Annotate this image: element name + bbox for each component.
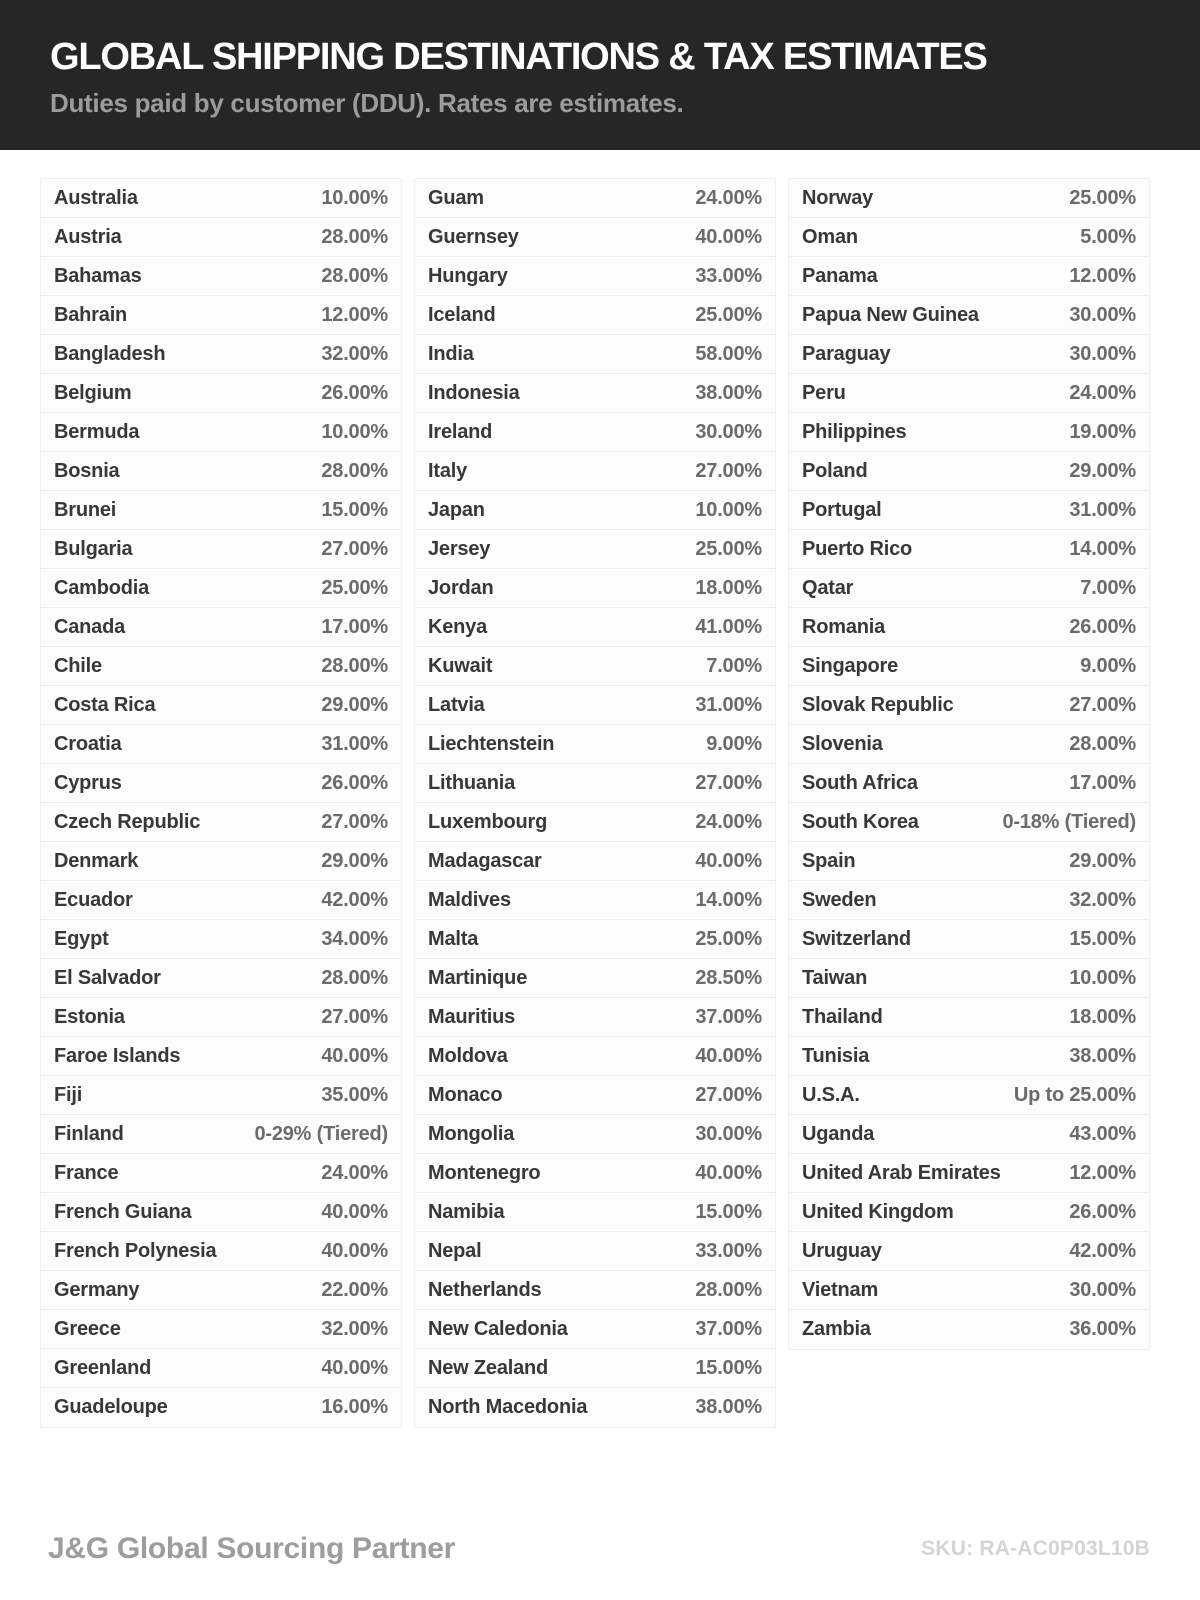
tax-rate: 27.00% — [695, 771, 762, 794]
country-name: South Africa — [802, 771, 918, 794]
tax-rate: 16.00% — [321, 1396, 388, 1418]
country-name: Thailand — [802, 1005, 883, 1028]
tax-rate: 37.00% — [695, 1317, 762, 1340]
tax-rate: 37.00% — [695, 1005, 762, 1028]
table-row — [789, 725, 1149, 764]
country-name: Taiwan — [802, 966, 868, 989]
tax-rate: 29.00% — [1069, 459, 1136, 482]
tax-rate: 0-29% (Tiered) — [254, 1122, 388, 1145]
tax-rate: 5.00% — [1080, 225, 1136, 248]
table-row — [415, 608, 775, 647]
table-row — [789, 1193, 1149, 1232]
country-name: South Korea — [802, 810, 919, 833]
country-name: Namibia — [428, 1200, 505, 1223]
table-row — [415, 452, 775, 491]
tax-rate: 10.00% — [695, 498, 762, 521]
tax-rate: 10.00% — [321, 420, 388, 443]
table-row — [415, 1310, 775, 1349]
country-name: North Macedonia — [428, 1396, 588, 1418]
tax-rate: 28.00% — [321, 459, 388, 482]
country-name: New Caledonia — [428, 1317, 568, 1340]
tax-rate: 32.00% — [321, 1317, 388, 1340]
tax-rate: 42.00% — [1069, 1239, 1136, 1262]
tax-rate: 38.00% — [1069, 1044, 1136, 1067]
page-footer — [48, 1532, 1150, 1566]
table-row — [789, 1232, 1149, 1271]
tax-rate: 36.00% — [1069, 1318, 1136, 1340]
tax-rate: 28.00% — [695, 1278, 762, 1301]
table-row — [415, 1037, 775, 1076]
tax-rate: 25.00% — [695, 303, 762, 326]
country-name: Papua New Guinea — [802, 303, 979, 326]
tax-rate: 30.00% — [1069, 342, 1136, 365]
table-row — [41, 1076, 401, 1115]
tax-rate: 30.00% — [695, 420, 762, 443]
tax-rate: 25.00% — [321, 576, 388, 599]
tax-rate: 18.00% — [1069, 1005, 1136, 1028]
table-row — [415, 686, 775, 725]
tax-rate: 26.00% — [1069, 1200, 1136, 1223]
table-row — [415, 842, 775, 881]
tax-rate: 40.00% — [695, 849, 762, 872]
table-row — [789, 959, 1149, 998]
country-name: Ireland — [428, 420, 493, 443]
country-name: Martinique — [428, 966, 528, 989]
page-header — [0, 0, 1200, 150]
country-name: Cyprus — [54, 771, 122, 794]
country-name: Fiji — [54, 1083, 83, 1106]
country-name: United Arab Emirates — [802, 1161, 1001, 1184]
page-subtitle: Duties paid by customer (DDU). Rates are estimates. — [50, 88, 684, 118]
table-row — [41, 881, 401, 920]
tax-rate: 58.00% — [695, 342, 762, 365]
tax-rate: 35.00% — [321, 1083, 388, 1106]
table-row — [789, 803, 1149, 842]
tax-rate: 29.00% — [321, 849, 388, 872]
table-row — [415, 335, 775, 374]
tax-rate: 25.00% — [1069, 186, 1136, 209]
country-name: Uruguay — [802, 1239, 882, 1262]
tax-rate: 15.00% — [321, 498, 388, 521]
country-name: Montenegro — [428, 1161, 541, 1184]
country-name: Faroe Islands — [54, 1044, 181, 1067]
tax-rate: 10.00% — [1069, 966, 1136, 989]
table-row — [415, 1271, 775, 1310]
tax-rate: 15.00% — [1069, 927, 1136, 950]
tax-rate: 12.00% — [321, 303, 388, 326]
tax-rate: 9.00% — [706, 732, 762, 755]
country-name: Denmark — [54, 849, 139, 872]
table-row — [789, 1037, 1149, 1076]
country-name: Kuwait — [428, 654, 493, 677]
country-name: Tunisia — [802, 1044, 870, 1067]
table-row — [41, 920, 401, 959]
table-row — [415, 881, 775, 920]
tax-rate: 25.00% — [695, 927, 762, 950]
country-name: Guadeloupe — [54, 1396, 168, 1418]
country-name: Costa Rica — [54, 693, 156, 716]
country-name: Bahamas — [54, 264, 142, 287]
country-name: Madagascar — [428, 849, 542, 872]
table-row — [415, 1388, 775, 1427]
country-name: Liechtenstein — [428, 732, 555, 755]
tax-rate: Up to 25.00% — [1013, 1083, 1136, 1106]
table-row — [415, 296, 775, 335]
tax-rate: 42.00% — [321, 888, 388, 911]
table-row — [41, 1388, 401, 1427]
table-row — [41, 959, 401, 998]
country-name: France — [54, 1161, 119, 1184]
table-row — [41, 842, 401, 881]
country-name: Norway — [802, 186, 874, 209]
country-name: Panama — [802, 264, 878, 287]
tax-rate: 30.00% — [1069, 303, 1136, 326]
tax-rate: 40.00% — [695, 1044, 762, 1067]
table-row — [41, 764, 401, 803]
table-row — [789, 1271, 1149, 1310]
tax-rate: 28.00% — [1069, 732, 1136, 755]
page-title: GLOBAL SHIPPING DESTINATIONS & TAX ESTIMATES — [50, 36, 987, 78]
country-name: Guam — [428, 186, 484, 209]
country-name: Czech Republic — [54, 810, 201, 833]
tax-rate: 40.00% — [695, 1161, 762, 1184]
table-row — [789, 764, 1149, 803]
table-row — [415, 413, 775, 452]
country-name: Uganda — [802, 1122, 875, 1145]
tax-rate: 40.00% — [321, 1200, 388, 1223]
table-row — [41, 1271, 401, 1310]
table-row — [415, 764, 775, 803]
country-name: Qatar — [802, 576, 854, 599]
tax-rate: 27.00% — [321, 537, 388, 560]
country-name: Oman — [802, 225, 858, 248]
table-row — [415, 1193, 775, 1232]
country-name: Estonia — [54, 1005, 125, 1028]
tax-rate: 41.00% — [695, 615, 762, 638]
table-row — [789, 920, 1149, 959]
tax-rate: 28.00% — [321, 264, 388, 287]
table-row — [41, 1115, 401, 1154]
tax-rate: 24.00% — [321, 1161, 388, 1184]
table-row — [41, 1349, 401, 1388]
country-name: Slovenia — [802, 732, 883, 755]
country-name: Bahrain — [54, 303, 128, 326]
tax-rate: 33.00% — [695, 1239, 762, 1262]
country-name: Jersey — [428, 537, 491, 560]
country-name: Ecuador — [54, 888, 133, 911]
table-row — [415, 647, 775, 686]
table-row — [415, 257, 775, 296]
brand-name: J&G Global Sourcing Partner — [48, 1532, 455, 1565]
tax-rate: 12.00% — [1069, 264, 1136, 287]
table-row — [789, 257, 1149, 296]
country-name: Poland — [802, 459, 868, 482]
tax-rate: 30.00% — [1069, 1278, 1136, 1301]
country-name: Jordan — [428, 576, 494, 599]
country-name: Romania — [802, 615, 886, 638]
tax-rate: 28.00% — [321, 966, 388, 989]
country-name: Australia — [54, 186, 138, 209]
tax-rate: 27.00% — [695, 1083, 762, 1106]
country-name: Germany — [54, 1278, 140, 1301]
table-row — [41, 218, 401, 257]
table-row — [415, 959, 775, 998]
tax-rate: 38.00% — [695, 1396, 762, 1418]
country-name: Indonesia — [428, 381, 520, 404]
table-row — [41, 608, 401, 647]
country-name: Lithuania — [428, 771, 516, 794]
table-row — [415, 491, 775, 530]
country-name: Egypt — [54, 927, 109, 950]
tax-rate: 28.00% — [321, 225, 388, 248]
table-row — [415, 725, 775, 764]
country-name: Mongolia — [428, 1122, 515, 1145]
tax-rate: 32.00% — [321, 342, 388, 365]
tax-rate: 29.00% — [321, 693, 388, 716]
country-name: Moldova — [428, 1044, 508, 1067]
table-row — [789, 1154, 1149, 1193]
table-row — [789, 413, 1149, 452]
tax-rate: 40.00% — [695, 225, 762, 248]
table-row — [41, 374, 401, 413]
sku-label: SKU: RA-AC0P03L10B — [921, 1537, 1150, 1560]
table-row — [415, 569, 775, 608]
tax-rate: 12.00% — [1069, 1161, 1136, 1184]
table-row — [789, 998, 1149, 1037]
tax-rate: 10.00% — [321, 186, 388, 209]
table-row — [415, 1349, 775, 1388]
country-name: Kenya — [428, 615, 488, 638]
tax-rate: 29.00% — [1069, 849, 1136, 872]
table-row — [415, 1115, 775, 1154]
country-name: Mauritius — [428, 1005, 516, 1028]
country-name: Austria — [54, 225, 122, 248]
country-name: United Kingdom — [802, 1200, 954, 1223]
country-name: Iceland — [428, 303, 496, 326]
country-name: Luxembourg — [428, 810, 548, 833]
country-name: Italy — [428, 459, 468, 482]
country-name: Philippines — [802, 420, 907, 443]
country-name: Cambodia — [54, 576, 150, 599]
table-row — [41, 335, 401, 374]
country-name: Brunei — [54, 498, 117, 521]
table-row — [415, 374, 775, 413]
table-row — [415, 998, 775, 1037]
country-name: Nepal — [428, 1239, 482, 1262]
tax-rate: 24.00% — [1069, 381, 1136, 404]
table-row — [415, 920, 775, 959]
table-row — [789, 842, 1149, 881]
tax-rate: 18.00% — [695, 576, 762, 599]
table-row — [789, 647, 1149, 686]
tax-rate: 33.00% — [695, 264, 762, 287]
tax-rate: 17.00% — [321, 615, 388, 638]
table-row — [41, 1232, 401, 1271]
table-row — [41, 296, 401, 335]
country-name: Monaco — [428, 1083, 503, 1106]
country-name: Latvia — [428, 693, 485, 716]
table-row — [41, 1037, 401, 1076]
country-name: Maldives — [428, 888, 511, 911]
tax-rate: 31.00% — [321, 732, 388, 755]
country-name: Finland — [54, 1122, 124, 1145]
table-row — [415, 218, 775, 257]
country-name: U.S.A. — [802, 1083, 860, 1106]
table-row — [41, 530, 401, 569]
country-name: Bosnia — [54, 459, 120, 482]
tax-rate: 22.00% — [321, 1278, 388, 1301]
country-name: Puerto Rico — [802, 537, 913, 560]
country-name: Greenland — [54, 1356, 152, 1379]
tax-rate: 27.00% — [695, 459, 762, 482]
tax-rate: 0-18% (Tiered) — [1002, 810, 1136, 833]
table-row — [41, 179, 401, 218]
tax-rate: 40.00% — [321, 1044, 388, 1067]
country-name: Hungary — [428, 264, 508, 287]
table-row — [415, 1154, 775, 1193]
table-row — [41, 491, 401, 530]
country-name: Belgium — [54, 381, 132, 404]
table-row — [41, 452, 401, 491]
tax-rate: 31.00% — [1069, 498, 1136, 521]
tax-rate: 27.00% — [321, 810, 388, 833]
tax-rate: 14.00% — [1069, 537, 1136, 560]
tax-rate: 26.00% — [321, 771, 388, 794]
country-name: Switzerland — [802, 927, 911, 950]
tax-rate: 24.00% — [695, 186, 762, 209]
table-row — [415, 1232, 775, 1271]
country-name: Slovak Republic — [802, 693, 954, 716]
table-row — [41, 686, 401, 725]
tax-rate: 30.00% — [695, 1122, 762, 1145]
table-row — [41, 647, 401, 686]
tax-rate: 40.00% — [321, 1356, 388, 1379]
tax-rate: 15.00% — [695, 1200, 762, 1223]
country-name: Japan — [428, 498, 485, 521]
table-row — [789, 686, 1149, 725]
country-name: Paraguay — [802, 342, 891, 365]
table-row — [41, 569, 401, 608]
table-row — [789, 491, 1149, 530]
table-row — [41, 257, 401, 296]
tax-rate: 32.00% — [1069, 888, 1136, 911]
country-name: Croatia — [54, 732, 122, 755]
table-row — [415, 530, 775, 569]
country-name: Portugal — [802, 498, 882, 521]
country-name: Guernsey — [428, 225, 519, 248]
country-name: Peru — [802, 381, 846, 404]
tax-rate: 38.00% — [695, 381, 762, 404]
tax-rate: 19.00% — [1069, 420, 1136, 443]
rates-column-2 — [414, 178, 776, 1428]
table-row — [789, 881, 1149, 920]
country-name: Vietnam — [802, 1278, 879, 1301]
rates-table — [40, 178, 1150, 1428]
country-name: India — [428, 342, 474, 365]
table-row — [789, 452, 1149, 491]
tax-rate: 28.50% — [695, 966, 762, 989]
table-row — [789, 1076, 1149, 1115]
table-row — [789, 530, 1149, 569]
table-row — [41, 1310, 401, 1349]
table-row — [789, 608, 1149, 647]
country-name: Bermuda — [54, 420, 140, 443]
country-name: El Salvador — [54, 966, 161, 989]
tax-rate: 40.00% — [321, 1239, 388, 1262]
table-row — [789, 1115, 1149, 1154]
table-row — [789, 374, 1149, 413]
country-name: Canada — [54, 615, 126, 638]
tax-rate: 25.00% — [695, 537, 762, 560]
country-name: Bulgaria — [54, 537, 133, 560]
table-row — [415, 179, 775, 218]
table-row — [789, 218, 1149, 257]
country-name: Greece — [54, 1317, 121, 1340]
table-row — [789, 179, 1149, 218]
tax-rate: 24.00% — [695, 810, 762, 833]
tax-rate: 43.00% — [1069, 1122, 1136, 1145]
table-row — [41, 1193, 401, 1232]
country-name: Netherlands — [428, 1278, 542, 1301]
country-name: Spain — [802, 849, 856, 872]
table-row — [789, 1310, 1149, 1349]
tax-rate: 14.00% — [695, 888, 762, 911]
country-name: Malta — [428, 927, 479, 950]
tax-rate: 26.00% — [1069, 615, 1136, 638]
rates-column-1 — [40, 178, 402, 1428]
tax-rate: 15.00% — [695, 1356, 762, 1379]
country-name: Bangladesh — [54, 342, 166, 365]
table-row — [789, 335, 1149, 374]
country-name: French Guiana — [54, 1200, 192, 1223]
rates-column-3 — [788, 178, 1150, 1350]
tax-rate: 31.00% — [695, 693, 762, 716]
tax-rate: 26.00% — [321, 381, 388, 404]
country-name: French Polynesia — [54, 1239, 217, 1262]
table-row — [41, 725, 401, 764]
country-name: Sweden — [802, 888, 877, 911]
tax-rate: 28.00% — [321, 654, 388, 677]
tax-rate: 9.00% — [1080, 654, 1136, 677]
table-row — [415, 803, 775, 842]
tax-rate: 27.00% — [1069, 693, 1136, 716]
table-row — [41, 413, 401, 452]
country-name: New Zealand — [428, 1356, 549, 1379]
table-row — [789, 296, 1149, 335]
country-name: Chile — [54, 654, 102, 677]
tax-rate: 7.00% — [1080, 576, 1136, 599]
table-row — [41, 998, 401, 1037]
tax-rate: 27.00% — [321, 1005, 388, 1028]
table-row — [415, 1076, 775, 1115]
country-name: Singapore — [802, 654, 898, 677]
tax-rate: 7.00% — [706, 654, 762, 677]
table-row — [789, 569, 1149, 608]
tax-rate: 17.00% — [1069, 771, 1136, 794]
table-row — [41, 803, 401, 842]
table-row — [41, 1154, 401, 1193]
country-name: Zambia — [802, 1318, 871, 1340]
tax-rate: 34.00% — [321, 927, 388, 950]
